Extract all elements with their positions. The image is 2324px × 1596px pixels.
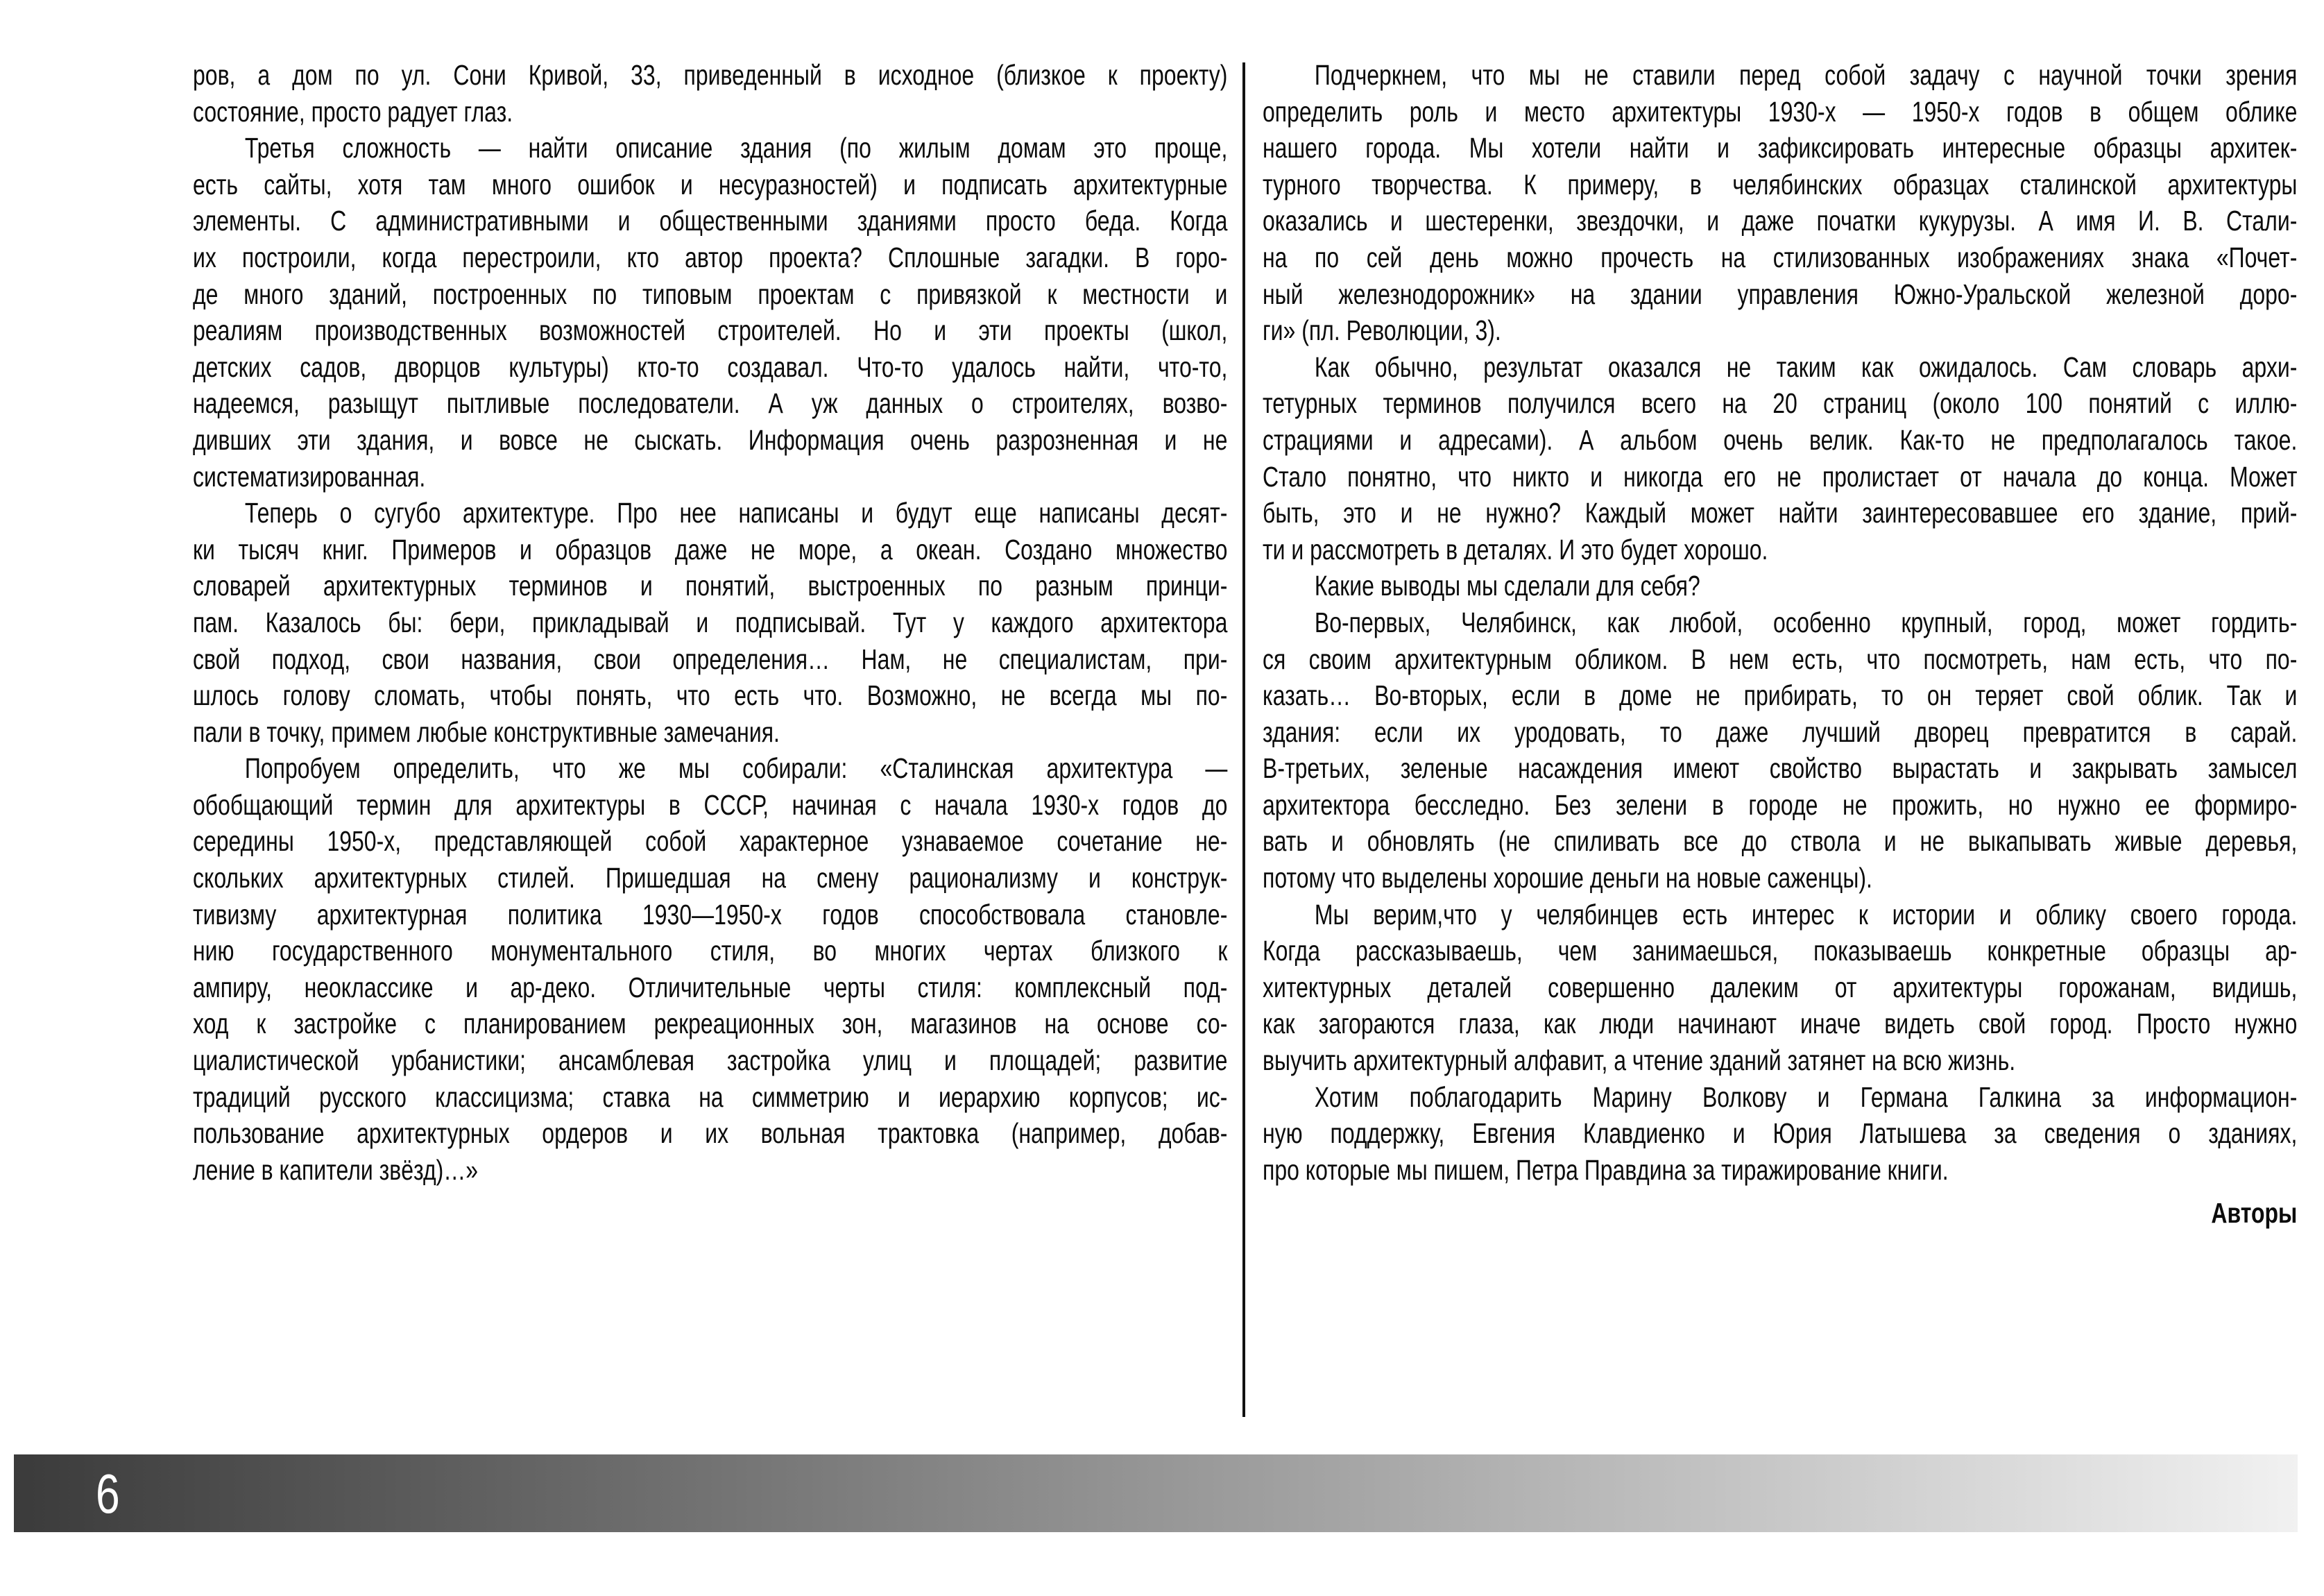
text-line: ный железнодорожник» на здании управления Южно-Уральской железной доро- <box>1263 278 2298 310</box>
text-line: ход к застройке с планированием рекреационных зон, магазинов на основе со- <box>193 1008 1228 1040</box>
text-line: выучить архитектурный алфавит, а чтение зданий затянет на всю жизнь. <box>1263 1044 2016 1077</box>
text-line: пользование архитектурных ордеров и их вольная трактовка (например, добав- <box>193 1117 1228 1150</box>
text-line: надеемся, разыщут пытливые последователи. А уж данных о строителях, возво- <box>193 387 1228 420</box>
text-line: хитектурных деталей совершенно далеким от архитектуры горожанам, видишь, <box>1263 971 2298 1003</box>
column-divider <box>1242 62 1245 1417</box>
text-line: про которые мы пишем, Петра Правдина за тиражирование книги. <box>1263 1153 1949 1186</box>
text-line: Как обычно, результат оказался не таким как ожидалось. Сам словарь архи- <box>1314 350 2298 383</box>
text-line: пам. Казалось бы: бери, прикладывай и подписывай. Тут у каждого архитектора <box>193 606 1228 638</box>
text-line: быть, это и не нужно? Каждый может найти заинтересовавшее его здание, прий- <box>1263 497 2298 529</box>
right-column <box>1263 57 2324 1232</box>
text-line: оказались и шестеренки, звездочки, и даже початки кукурузы. А имя И. В. Стали- <box>1263 205 2298 237</box>
text-line: Теперь о сугубо архитектуре. Про нее написаны и будут еще написаны десят- <box>244 497 1228 529</box>
text-line: ги» (пл. Революции, 3). <box>1263 314 1501 347</box>
text-line: страциями и адресами). А альбом очень велик. Как-то не предполагалось такое. <box>1263 423 2298 456</box>
text-line: скольких архитектурных стилей. Пришедшая на смену рационализму и конструк- <box>193 862 1228 894</box>
text-line: циалистической урбанистики; ансамблевая застройка улиц и площадей; развитие <box>193 1044 1228 1077</box>
text-line: В-третьих, зеленые насаждения имеют свойство вырастать и закрывать замысел <box>1263 752 2298 785</box>
text-line: вать и обновлять (не спиливать все до ствола и не выкапывать живые деревья, <box>1263 825 2298 858</box>
text-line: Во-первых, Челябинск, как любой, особенно крупный, город, может гордить- <box>1314 606 2298 638</box>
text-line: ную поддержку, Евгения Клавдиенко и Юрия Латышева за сведения о зданиях, <box>1263 1117 2298 1150</box>
text-line: элементы. С административными и общественными зданиями просто беда. Когда <box>193 205 1228 237</box>
text-line: словарей архитектурных терминов и понятий, выстроенных по разным принци- <box>193 570 1228 602</box>
text-line: обобщающий термин для архитектуры в СССР, начиная с начала 1930-х годов до <box>193 788 1228 821</box>
text-line: здания: если их уродовать, то даже лучший дворец превратится в сарай. <box>1263 715 2298 748</box>
text-line: потому что выделены хорошие деньги на новые саженцы). <box>1263 862 1872 894</box>
text-line: шлось голову сломать, чтобы понять, что есть что. Возможно, не всегда мы по- <box>193 679 1228 712</box>
text-line: ление в капители звёзд)…» <box>193 1153 479 1186</box>
text-line: ки тысяч книг. Примеров и образцов даже не море, а океан. Создано множество <box>193 533 1228 566</box>
text-line: Мы верим,что у челябинцев есть интерес к истории и облику своего города. <box>1314 898 2298 931</box>
text-line: Хотим поблагодарить Марину Волкову и Германа Галкина за информацион- <box>1314 1080 2298 1113</box>
right-column-text <box>1263 57 2297 1232</box>
text-line: детских садов, дворцов культуры) кто-то создавал. Что-то удалось найти, что-то, <box>193 350 1228 383</box>
text-line: их построили, когда перестроили, кто автор проекта? Сплошные загадки. В горо- <box>193 241 1228 273</box>
text-line: нию государственного монументального стиля, во многих чертах близкого к <box>193 935 1228 967</box>
text-line: ров, а дом по ул. Сони Кривой, 33, приведенный в исходное (близкое к проекту) <box>193 59 1228 91</box>
text-line: реалиям производственных возможностей строителей. Но и эти проекты (школ, <box>193 314 1228 347</box>
text-line: как загораются глаза, как люди начинают иначе видеть свой город. Просто нужно <box>1263 1008 2298 1040</box>
text-line: традиций русского классицизма; ставка на симметрию и иерархию корпусов; ис- <box>193 1080 1228 1113</box>
text-line: дивших эти здания, и вовсе не сыскать. Информация очень разрозненная и не <box>193 423 1228 456</box>
text-line: свой подход, свои названия, свои определения… Нам, не специалистам, при- <box>193 643 1228 675</box>
text-line: Когда рассказываешь, чем занимаешься, показываешь конкретные образцы ар- <box>1263 935 2298 967</box>
text-line: систематизированная. <box>193 460 426 493</box>
text-line: определить роль и место архитектуры 1930-х — 1950-х годов в общем облике <box>1263 95 2298 128</box>
text-line: есть сайты, хотя там много ошибок и несуразностей) и подписать архитектурные <box>193 168 1228 201</box>
text-line: середины 1950-х, представляющей собой характерное узнаваемое сочетание не- <box>193 825 1228 858</box>
text-line: пали в точку, примем любые конструктивные замечания. <box>193 715 780 748</box>
page-number: 6 <box>96 1463 120 1525</box>
left-column-text <box>193 57 1227 1188</box>
text-line: нашего города. Мы хотели найти и зафиксировать интересные образцы архитек- <box>1263 132 2298 164</box>
text-line: состояние, просто радует глаз. <box>193 95 513 128</box>
text-line: архитектора бесследно. Без зелени в городе не прожить, но нужно ее формиро- <box>1263 788 2298 821</box>
text-line: Третья сложность — найти описание здания (по жилым домам это проще, <box>244 132 1228 164</box>
text-line: Какие выводы мы сделали для себя? <box>1314 570 1700 602</box>
text-line: на по сей день можно прочесть на стилизованных изображениях знака «Почет- <box>1263 241 2298 273</box>
text-line: ти и рассмотреть в деталях. И это будет хорошо. <box>1263 533 1768 566</box>
text-line: ся своим архитектурным обликом. В нем есть, что посмотреть, нам есть, что по- <box>1263 643 2298 675</box>
footer-bar <box>14 1454 2298 1532</box>
text-line: ампиру, неоклассике и ар-деко. Отличительные черты стиля: комплексный под- <box>193 971 1228 1003</box>
authors-signature: Авторы <box>2211 1197 2298 1230</box>
text-line: турного творчества. К примеру, в челябинских образцах сталинской архитектуры <box>1263 168 2298 201</box>
text-line: тивизму архитектурная политика 1930—1950-х годов способствовала становле- <box>193 898 1228 931</box>
text-line: де много зданий, построенных по типовым проектам с привязкой к местности и <box>193 278 1228 310</box>
text-line: Стало понятно, что никто и никогда его не пролистает от начала до конца. Может <box>1263 460 2298 493</box>
text-line: тетурных терминов получился всего на 20 страниц (около 100 понятий с иллю- <box>1263 387 2298 420</box>
text-line: Подчеркнем, что мы не ставили перед собой задачу с научной точки зрения <box>1314 59 2298 91</box>
text-line: казать… Во-вторых, если в доме не прибирать, то он теряет свой облик. Так и <box>1263 679 2298 712</box>
text-line: Попробуем определить, что же мы собирали: «Сталинская архитектура — <box>244 752 1228 785</box>
